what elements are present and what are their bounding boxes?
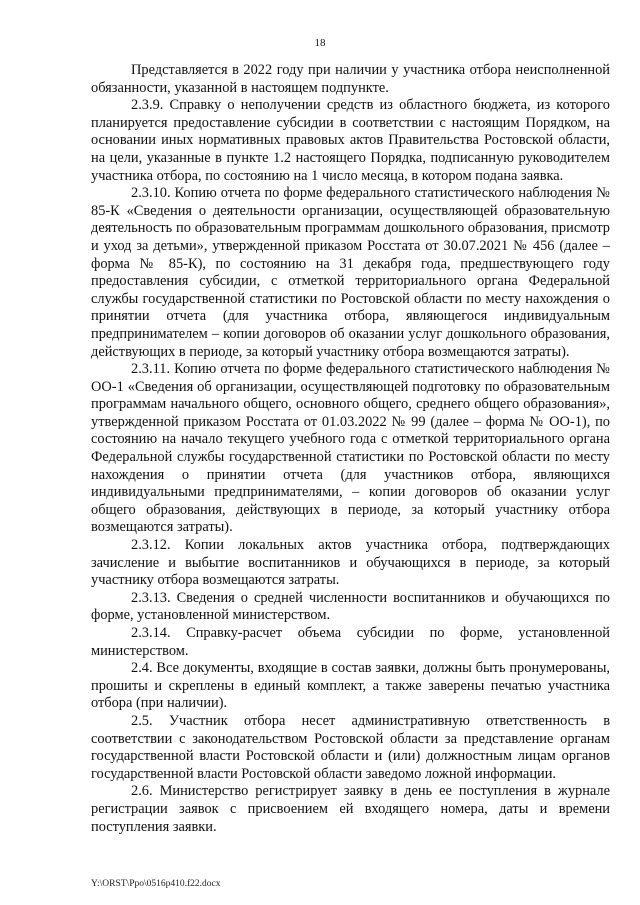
paragraph-2-3-11: 2.3.11. Копию отчета по форме федерального статистического наблюдения № ОО-1 «Сведения об организации, осуществляющей подготовку по образовательным программам начального общего, основного общего, среднего общего образования», утвержденной приказом Росстата от 01.03.2022 № 99 (далее – форма № ОО-1), по состоянию на начало текущего учебного года с отметкой территориального органа Федеральной службы государственной статистики по Ростовской области по месту нахождения о принятии отчета (для участников отбора, являющихся индивидуальными предпринимателями, – копии договоров об оказании услуг общего образования, действующих в периоде, за который участнику отбора возмещаются затраты). — [91, 361, 610, 536]
paragraph-2-3-9: 2.3.9. Справку о неполучении средств из областного бюджета, из которого планируется предоставление субсидии в соответствии с настоящим Порядком, на основании иных нормативных правовых актов Правительства Ростовской области, на цели, указанные в пункте 1.2 настоящего Порядка, подписанную руководителем участника отбора, по состоянию на 1 число месяца, в котором подана заявка. — [91, 97, 610, 184]
footer-file-path: Y:\ORST\Ppo\0516p410.f22.docx — [91, 879, 221, 889]
paragraph-2-3-10: 2.3.10. Копию отчета по форме федерального статистического наблюдения № 85-К «Сведения о деятельности организации, осуществляющей образовательную деятельность по образовательным программам дошкольного образования, присмотр и уход за детьми», утвержденной приказом Росстата от 30.07.2021 № 456 (далее – форма № 85-К), по состоянию на 31 декабря года, предшествующего году предоставления субсидии, с отметкой территориального органа Федеральной службы государственной статистики по Ростовской области по месту нахождения о принятии отчета (для участника отбора, являющегося индивидуальным предпринимателем – копии договоров об оказании услуг дошкольного образования, действующих в периоде, за который участнику отбора возмещаются затраты). — [91, 185, 610, 360]
paragraph: Представляется в 2022 году при наличии у участника отбора неисполненной обязанности, указанной в настоящем подпункте. — [91, 62, 610, 96]
paragraph-2-3-14: 2.3.14. Справку-расчет объема субсидии по форме, установленной министерством. — [91, 625, 610, 659]
paragraph-2-4: 2.4. Все документы, входящие в состав заявки, должны быть пронумерованы, прошиты и скреплены в единый комплект, а также заверены печатью участника отбора (при наличии). — [91, 660, 610, 712]
page-number: 18 — [314, 37, 326, 49]
paragraph-2-3-13: 2.3.13. Сведения о средней численности воспитанников и обучающихся по форме, установленной министерством. — [91, 589, 610, 624]
paragraph-2-5: 2.5. Участник отбора несет административную ответственность в соответствии с законодательством Ростовской области за представление органам государственной власти Ростовской области и (или) должностным лицам органов государственной власти Ростовской области заведомо ложной информации. — [91, 712, 610, 782]
paragraph-2-6: 2.6. Министерство регистрирует заявку в день ее поступления в журнале регистрации заявок с присвоением ей входящего номера, даты и времени поступления заявки. — [91, 783, 610, 835]
document-body — [91, 62, 610, 836]
paragraph-2-3-12: 2.3.12. Копии локальных актов участника отбора, подтверждающих зачисление и выбытие воспитанников и обучающихся в периоде, за который участнику отбора возмещаются затраты. — [91, 537, 610, 589]
